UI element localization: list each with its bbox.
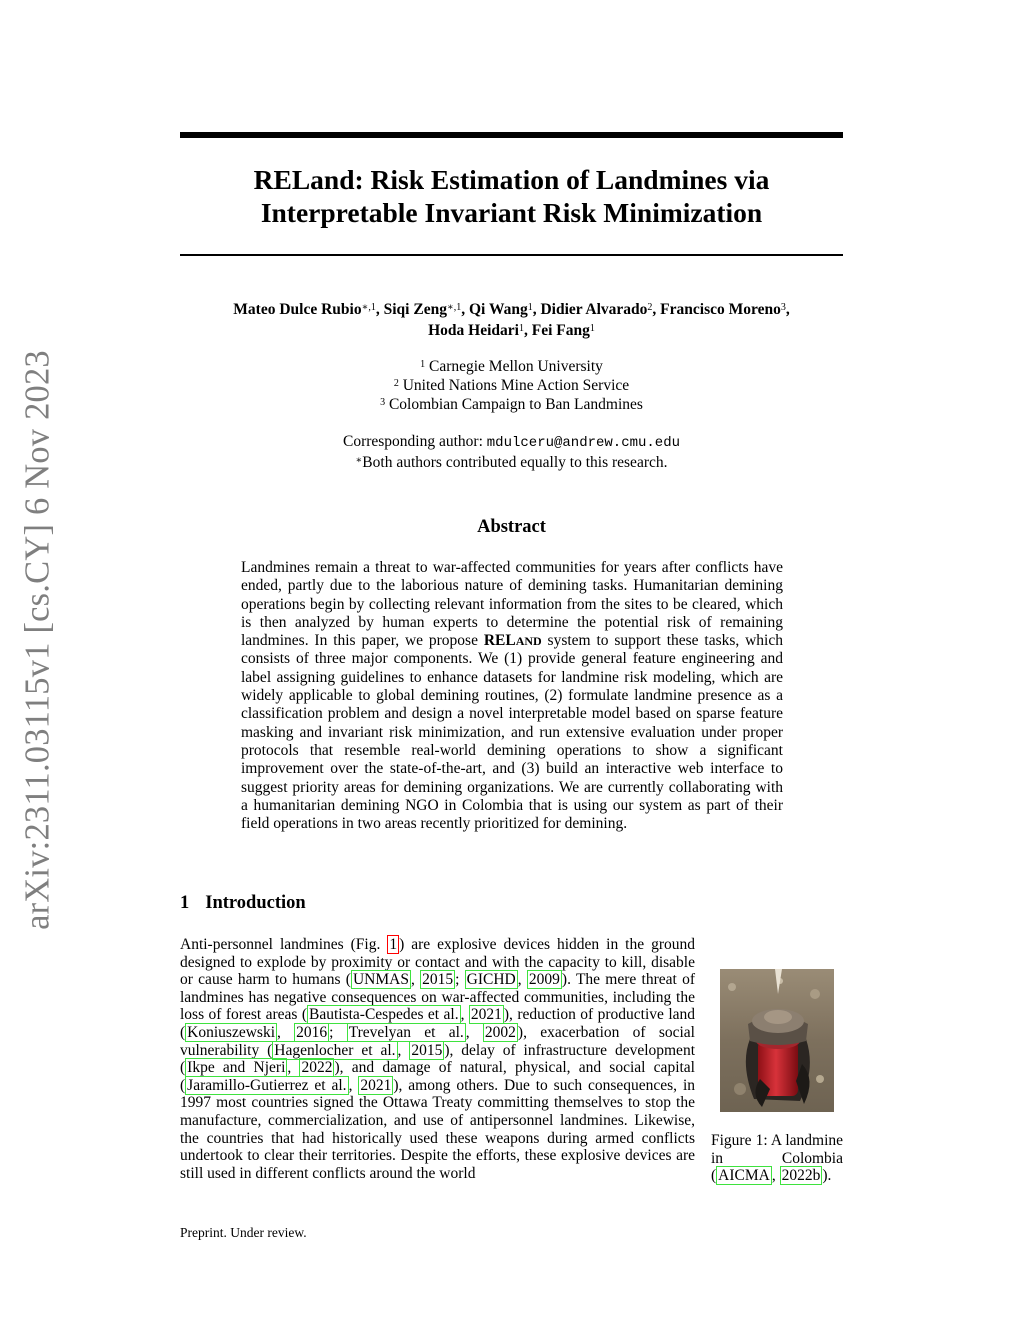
citation-link[interactable]: 2021 [470,1006,502,1024]
author-line-1 [180,299,843,320]
citation-link[interactable]: 2021 [360,1076,392,1094]
citation-link[interactable]: 2022 [301,1059,333,1077]
title-line-2: Interpretable Invariant Risk Minimization [260,197,763,228]
title-top-rule [180,132,843,138]
author-affiliation-mark: ∗,1 [446,302,462,313]
body-text: Anti-personnel landmines (Fig. [180,936,388,953]
citation-separator: , [771,1167,780,1185]
citation-link[interactable]: 2022b [781,1167,821,1185]
affiliation-item [180,376,843,395]
section-heading-introduction [180,893,306,914]
figure-reference-link[interactable]: 1 [389,936,398,953]
author-separator: , [461,301,469,318]
author-affiliation-mark: 2 [647,302,653,313]
author-separator: , [785,301,790,318]
author-separator: , [652,301,661,318]
citation-link[interactable]: 2016 [296,1023,328,1041]
citation-separator: , [397,1041,410,1059]
citation-link[interactable]: 2015 [422,971,454,989]
citation-link[interactable]: Jaramillo-Gutierrez et al. [187,1076,347,1094]
abstract-body [241,559,783,833]
corresponding-author-line [180,432,843,453]
caption-text: Figure 1: A landmine in Colombia ( [711,1132,843,1185]
body-text: ), reduction of productive land ( [180,1006,696,1041]
abstract-text-part: system to support these tasks, which consists of three major components. We (1) provide general feature engineering and label assigning guidelines to enhance datasets for landmine risk modeling, which are widely applicable to global demining routines, (2) formulate landmine presence as a classification problem and design a novel interpretable model based on sparse feature masking and invariant risk minimization, and run extensive evaluation under proper protocols that resemble real-world demining operations to show a significant improvement over the state-of-the-art, and (3) build an interactive web interface to suggest priority areas for demining organizations. We are currently collaborating with a humanitarian demining NGO in Colombia that is using our system as part of their field operations in two areas recently prioritized for demining. [241,632,783,833]
abstract-text-part: Landmines remain a threat to war-affected communities for years after conflicts have ended, partly due to the laborious nature of demining tasks. Humanitarian demining operations begin by collecting relevant information from the sites to be cleared, which is then analyzed by human experts to determine the potential risk of remaining landmines. In this paper, we propose [241,559,783,650]
landmine-photo-graphic [720,969,834,1112]
system-name [484,632,542,649]
author-name: Didier Alvarado [540,301,648,318]
author-line-2 [180,320,843,341]
equal-contribution-mark: ∗ [355,455,363,466]
author-affiliation-mark: 1 [527,302,533,313]
author-affiliation-mark: 1 [589,323,595,334]
citation-separator: , [410,971,421,989]
affiliation-name: Colombian Campaign to Ban Landmines [388,396,643,413]
citation-link[interactable]: 2009 [528,971,560,989]
author-name: Fei Fang [531,322,590,339]
system-name-smallcaps: AND [515,634,542,649]
body-text: ), among others. Due to such consequences, in 1997 most countries signed the Ottawa Treaty committing themselves to stop the manufacture, commercialization, and use of antipersonnel landmines. Likewise, the countries that had historically used these weapons during armed conflicts undertook to clear their territories. Despite the efforts, these explosive devices are still used in different conflicts around the world [180,1076,696,1182]
citation-separator: , [277,1023,295,1041]
author-name: Hoda Heidari [428,322,519,339]
author-name: Siqi Zeng [383,301,447,318]
author-separator: , [532,301,541,318]
affiliation-number: 3 [380,397,386,408]
author-separator: , [375,301,384,318]
author-name: Qi Wang [469,301,528,318]
body-text: ) are explosive devices hidden in the ground designed to explode by proximity or contact and with the capacity to kill, disable or cause harm to humans ( [180,936,695,989]
citation-separator: , [460,1006,469,1024]
equal-contribution-text: Both authors contributed equally to this research. [362,454,668,471]
landmine-photo [720,969,834,1112]
title-line-1: RELand: Risk Estimation of Landmines via [253,164,770,195]
citation-separator: , [465,1023,483,1041]
citation-separator: ; [329,1023,347,1041]
citation-separator: , [348,1076,359,1094]
figure-caption [711,1132,843,1185]
title-bottom-rule [180,254,843,256]
citation-separator: , [287,1059,300,1077]
abstract-heading: Abstract [477,517,546,537]
author-affiliation-mark: 3 [780,302,786,313]
arxiv-identifier-stamp: arXiv:2311.03115v1 [cs.CY] 6 Nov 2023 [18,350,57,930]
body-text: ). The mere threat of landmines has negative consequences on war-affected communities, including the loss of forest areas ( [180,971,696,1024]
citation-separator: ; [455,971,465,989]
preprint-footer: Preprint. Under review. [180,1225,307,1240]
corresponding-author-email[interactable]: mdulceru@andrew.cmu.edu [486,435,681,451]
citation-link[interactable]: AICMA [718,1167,770,1185]
citation-link[interactable]: Koniuszewski [187,1023,275,1041]
author-affiliation-mark: ∗,1 [361,302,376,313]
citation-link[interactable]: Bautista-Cespedes et al. [309,1006,459,1024]
corresponding-author-label: Corresponding author: [342,433,487,450]
affiliation-number: 1 [420,359,426,370]
affiliation-list [180,357,843,414]
caption-text: ). [822,1167,832,1185]
introduction-body [180,936,695,1182]
body-text: ), and damage of natural, physical, and social capital ( [180,1059,695,1094]
author-name: Mateo Dulce Rubio [233,301,362,318]
equal-contribution-note [180,453,843,472]
affiliation-item [180,357,843,376]
citation-link[interactable]: GICHD [466,971,516,989]
citation-link[interactable]: Hagenlocher et al. [274,1041,396,1059]
body-text: ), delay of infrastructure development ( [180,1041,695,1077]
author-affiliation-mark: 1 [518,323,524,334]
citation-link[interactable]: Ikpe and Njeri [187,1059,286,1077]
paper-title [180,163,843,229]
citation-link[interactable]: Trevelyan et al. [348,1023,464,1041]
section-number: 1 [180,893,190,913]
citation-link[interactable]: UNMAS [352,971,409,989]
author-name: Francisco Moreno [660,301,781,318]
author-separator: , [523,322,532,339]
affiliation-item [180,395,843,414]
affiliation-name: Carnegie Mellon University [428,358,603,375]
affiliation-name: United Nations Mine Action Service [402,377,630,394]
system-name-caps: REL [483,632,516,650]
citation-link[interactable]: 2002 [484,1023,516,1041]
author-list [180,299,843,341]
section-title: Introduction [205,893,306,913]
body-text: ), exacerbation of social vulnerability ( [180,1023,695,1059]
citation-link[interactable]: 2015 [411,1041,443,1059]
affiliation-number: 2 [393,378,399,389]
correspondence-block [180,432,843,472]
citation-separator: , [517,971,527,989]
